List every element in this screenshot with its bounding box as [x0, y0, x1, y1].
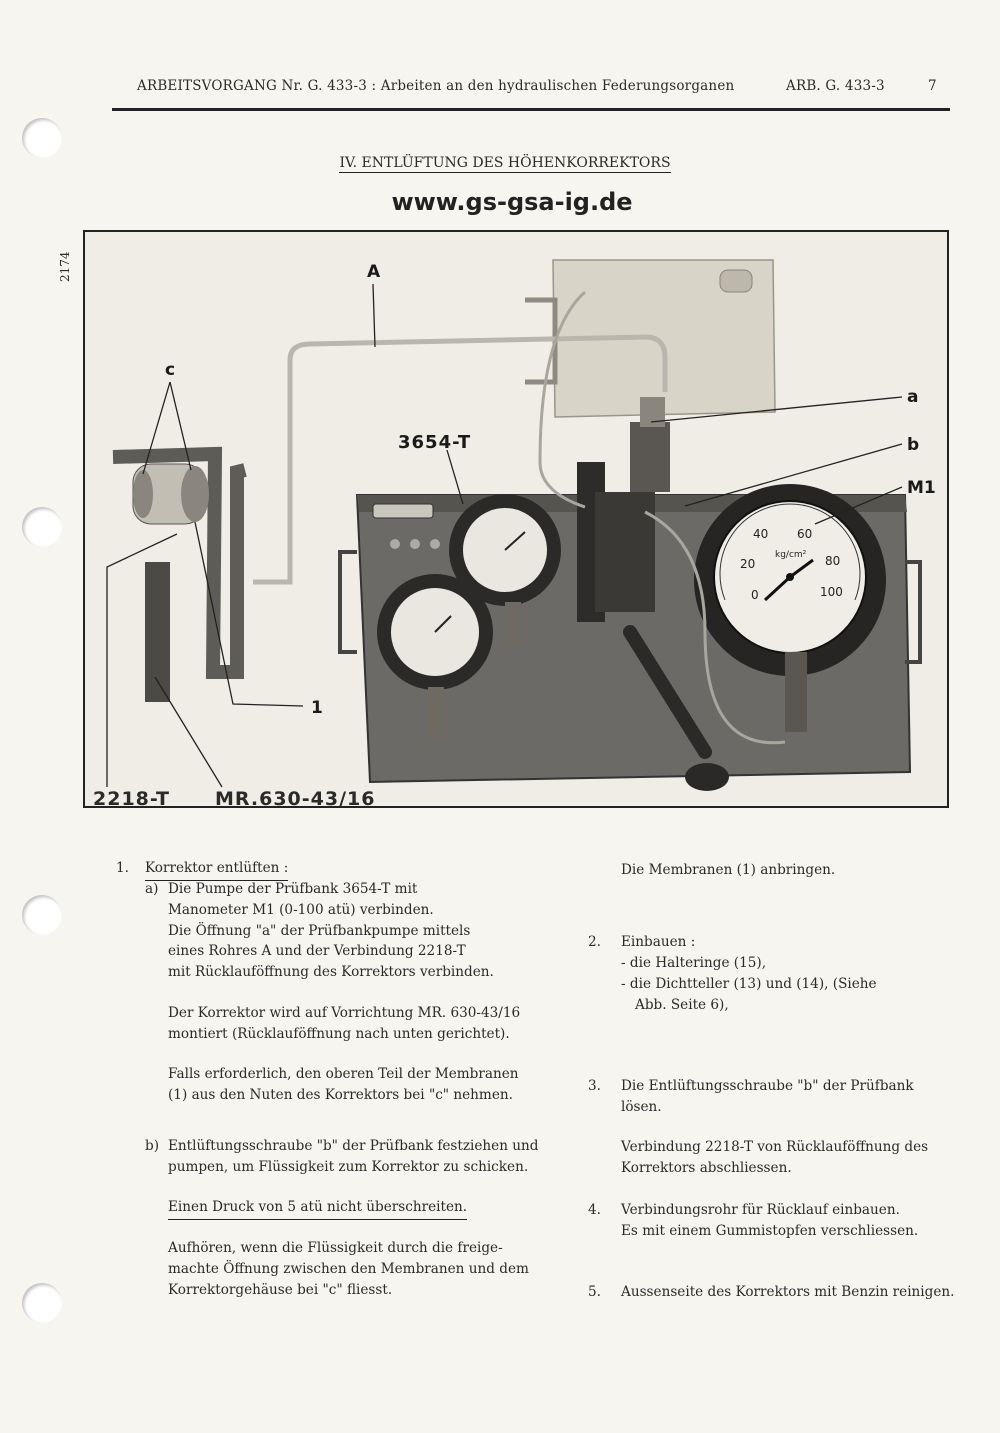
step-3-number: 3.	[588, 1078, 601, 1094]
label-b: b	[907, 435, 920, 455]
stop-line: Korrektorgehäuse bei "c" fliesst.	[168, 1281, 393, 1298]
membrane-line: (1) aus den Nuten des Korrektors bei "c" nehmen.	[168, 1086, 513, 1103]
step-1a-text	[168, 879, 494, 983]
stop-line: machte Öffnung zwischen den Membranen und dem	[168, 1260, 529, 1277]
header-reference: ARB. G. 433-3	[786, 78, 885, 94]
gauge-scale-60: 60	[797, 527, 813, 541]
step-4-number: 4.	[588, 1202, 601, 1218]
label-c: c	[165, 360, 176, 380]
step-2-item: Abb. Seite 6),	[635, 996, 729, 1013]
gauge-scale-80: 80	[825, 554, 841, 568]
step-1a-line: Die Pumpe der Prüfbank 3654-T mit	[168, 881, 418, 897]
fixture-paragraph	[168, 1003, 520, 1045]
label-tube-a: A	[367, 262, 381, 282]
fixture-line: montiert (Rücklauföffnung nach unten gerichtet).	[168, 1025, 510, 1042]
header-operation-title: ARBEITSVORGANG Nr. G. 433-3 : Arbeiten an den hydraulischen Federungsorganen	[137, 78, 735, 94]
gauge-scale-40: 40	[753, 527, 769, 541]
label-3654-t: 3654-T	[398, 432, 472, 453]
label-m1: M1	[907, 478, 936, 498]
side-code: 2174	[58, 251, 72, 282]
step-5-number: 5.	[588, 1284, 601, 1300]
step-1b-line: pumpen, um Flüssigkeit zum Korrektor zu schicken.	[168, 1158, 529, 1175]
fixture-line: Der Korrektor wird auf Vorrichtung MR. 630-43/16	[168, 1005, 521, 1021]
step-3b-line: Verbindung 2218-T von Rücklauföffnung des	[621, 1139, 929, 1155]
header-rule	[112, 108, 950, 111]
step-2-number: 2.	[588, 934, 601, 950]
step-3-line: Die Entlüftungsschraube "b" der Prüfbank	[621, 1078, 914, 1094]
step-1-title: Korrektor entlüften :	[145, 858, 288, 881]
stop-line: Aufhören, wenn die Flüssigkeit durch die freige-	[168, 1240, 503, 1256]
step-1a-line: mit Rücklauföffnung des Korrektors verbinden.	[168, 964, 494, 981]
label-2218-t: 2218-T	[93, 788, 170, 808]
gauge-scale-0: 0	[751, 588, 759, 602]
step-5-text: Aussenseite des Korrektors mit Benzin reinigen.	[621, 1284, 955, 1300]
gauge-scale-100: 100	[820, 585, 843, 599]
step-3b-line: Korrektors abschliessen.	[621, 1159, 792, 1176]
step-4-line: Verbindungsrohr für Rücklauf einbauen.	[621, 1202, 900, 1218]
leader-lines	[85, 232, 949, 808]
section-title-wrap	[0, 155, 1000, 171]
step-3-text	[621, 1076, 914, 1118]
step-1b-text	[168, 1136, 539, 1178]
binder-hole	[22, 118, 62, 158]
step-1-title-wrap	[145, 858, 288, 881]
step-2-items	[621, 953, 877, 1015]
step-2-title: Einbauen :	[621, 934, 696, 950]
step-1a-line: Manometer M1 (0-100 atü) verbinden.	[168, 901, 434, 918]
step-4-text	[621, 1200, 918, 1242]
website-watermark[interactable]: www.gs-gsa-ig.de	[391, 188, 633, 216]
label-membrane-1: 1	[311, 698, 323, 718]
gauge-unit: kg/cm²	[775, 550, 807, 560]
step-4-line: Es mit einem Gummistopfen verschliessen.	[621, 1222, 919, 1239]
step-1b-marker: b)	[145, 1138, 160, 1154]
binder-hole	[22, 507, 62, 547]
step-3b-text	[621, 1137, 928, 1179]
section-title: IV. ENTLÜFTUNG DES HÖHENKORREKTORS	[339, 155, 671, 171]
step-2-item: - die Halteringe (15),	[621, 955, 767, 971]
stop-paragraph	[168, 1238, 529, 1300]
step-1a-line: eines Rohres A und der Verbindung 2218-T	[168, 943, 466, 960]
step-1a-marker: a)	[145, 881, 159, 897]
pressure-warning-wrap	[168, 1197, 467, 1220]
binder-hole	[22, 1283, 62, 1323]
label-mr-630-43-16: MR.630-43/16	[215, 788, 376, 808]
step-1a-line: Die Öffnung "a" der Prüfbankpumpe mittels	[168, 922, 471, 939]
binder-hole	[22, 895, 62, 935]
figure-photo	[83, 230, 949, 808]
gauge-scale-20: 20	[740, 557, 756, 571]
label-a: a	[907, 387, 919, 407]
step-1-number: 1.	[116, 860, 129, 876]
pressure-warning: Einen Druck von 5 atü nicht überschreiten.	[168, 1197, 467, 1220]
step-2-item: - die Dichtteller (13) und (14), (Siehe	[621, 975, 877, 992]
step-3-line: lösen.	[621, 1098, 662, 1115]
membranes-install-text: Die Membranen (1) anbringen.	[621, 862, 836, 878]
page-number: 7	[928, 78, 937, 94]
membrane-paragraph	[168, 1064, 519, 1106]
step-1b-line: Entlüftungsschraube "b" der Prüfbank festziehen und	[168, 1138, 539, 1154]
membrane-line: Falls erforderlich, den oberen Teil der Membranen	[168, 1066, 519, 1082]
